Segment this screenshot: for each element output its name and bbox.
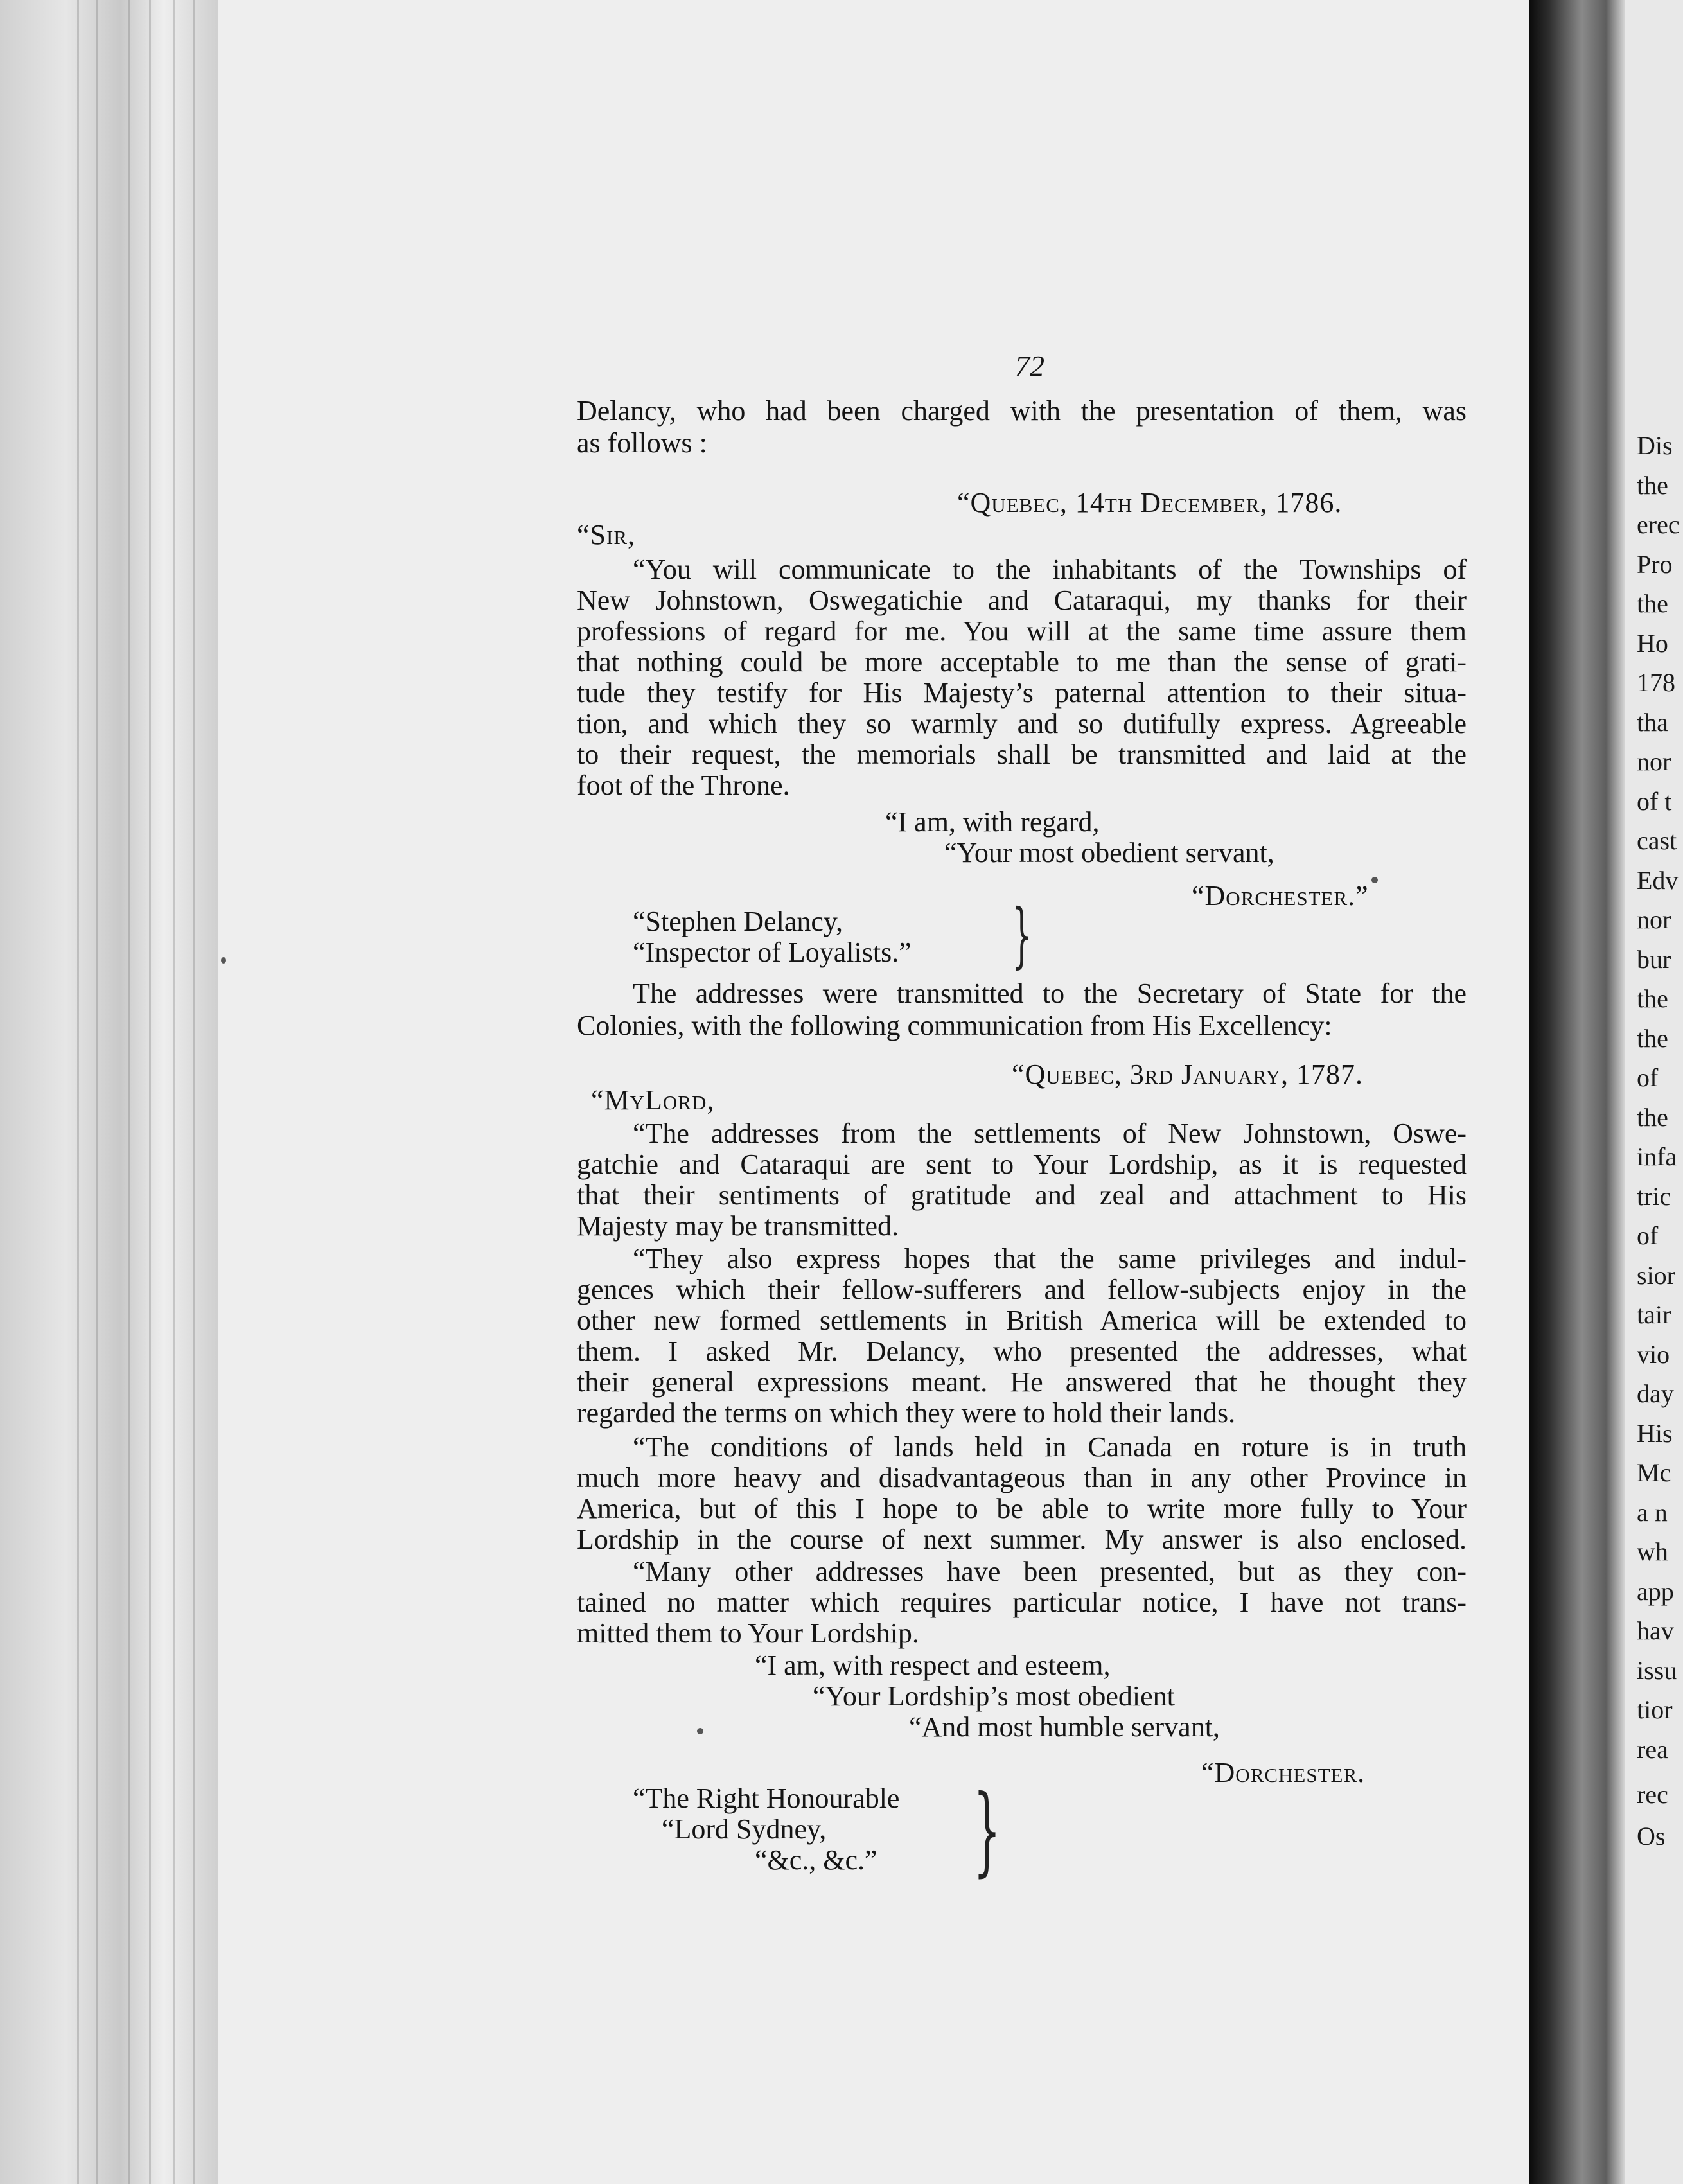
letter2-dateline: “Quebec, 3rd January, 1787. [1012, 1059, 1364, 1090]
print-speck [1371, 877, 1378, 883]
letter1-body-line: tude they testify for His Majesty’s paternal attention to their situa- [577, 677, 1467, 709]
transition-line: The addresses were transmitted to the Secretary of State for the [633, 978, 1467, 1009]
intro-line: as follows : [577, 427, 707, 459]
letter2-body-line: their general expressions meant. He answered that he thought they [577, 1366, 1467, 1398]
letter1-dateline: “Quebec, 14th December, 1786. [957, 487, 1343, 518]
facing-page-word-fragment: vio [1637, 1339, 1670, 1369]
addressee-brace: } [973, 1775, 1001, 1887]
letter2-body-line: Majesty may be transmitted. [577, 1210, 899, 1242]
letter2-addressee: “&c., &c.” [755, 1844, 877, 1876]
facing-page-word-fragment: the [1637, 1102, 1668, 1132]
letter2-body-line: America, but of this I hope to be able to write more fully to Your [577, 1493, 1467, 1524]
letter1-body-line: that nothing could be more acceptable to me than the sense of grati- [577, 646, 1467, 678]
letter2-body-line: Lordship in the course of next summer. My answer is also enclosed. [577, 1524, 1467, 1555]
letter2-salutation: “MyLord, [591, 1084, 715, 1116]
facing-page-word-fragment: Pro [1637, 549, 1673, 579]
letter2-addressee: “The Right Honourable [633, 1783, 900, 1814]
print-speck [697, 1728, 703, 1734]
facing-page-word-fragment: a n [1637, 1497, 1668, 1527]
letter2-body-line: them. I asked Mr. Delancy, who presented the addresses, what [577, 1335, 1467, 1367]
page-number: 72 [1015, 349, 1044, 382]
letter2-closing: “And most humble servant, [909, 1711, 1220, 1743]
book-gutter-shadow [1529, 0, 1625, 2184]
facing-page-word-fragment: rea [1637, 1734, 1668, 1764]
letter2-body-line: “The addresses from the settlements of New Johnstown, Oswe- [633, 1118, 1467, 1149]
facing-page-word-fragment: rec [1637, 1780, 1668, 1809]
facing-page-word-fragment: the [1637, 1023, 1668, 1053]
facing-page-word-fragment: the [1637, 470, 1668, 500]
facing-page-word-fragment: Dis [1637, 431, 1673, 460]
facing-page-word-fragment: app [1637, 1576, 1674, 1606]
facing-page-word-fragment: the [1637, 984, 1668, 1013]
facing-page-word-fragment: of t [1637, 786, 1672, 816]
letter2-body-line: regarded the terms on which they were to hold their lands. [577, 1397, 1236, 1429]
addressee-brace: } [1012, 894, 1032, 976]
facing-page-word-fragment: of [1637, 1063, 1659, 1092]
letter1-body-line: “You will communicate to the inhabitants of the Townships of [633, 554, 1467, 585]
facing-page-word-fragment: nor [1637, 905, 1671, 934]
letter2-body-line: that their sentiments of gratitude and zeal and attachment to His [577, 1179, 1467, 1211]
facing-page-word-fragment: wh [1637, 1537, 1668, 1566]
facing-page-word-fragment: Mc [1637, 1458, 1671, 1487]
letter1-addressee: “Inspector of Loyalists.” [633, 937, 912, 968]
letter2-closing: “I am, with respect and esteem, [755, 1650, 1111, 1681]
letter1-signature: “Dorchester.” [1192, 880, 1369, 911]
facing-page-word-fragment: Os [1637, 1822, 1666, 1851]
facing-page-word-fragment: tha [1637, 707, 1668, 737]
letter1-closing: “I am, with regard, [885, 806, 1100, 838]
letter1-addressee: “Stephen Delancy, [633, 906, 843, 937]
letter2-body-line: gences which their fellow-sufferers and fellow-subjects enjoy in the [577, 1274, 1467, 1305]
letter2-addressee: “Lord Sydney, [662, 1813, 827, 1845]
facing-page-word-fragment: tior [1637, 1695, 1673, 1724]
facing-page-fragment [1625, 0, 1683, 2184]
letter2-body-line: mitted them to Your Lordship. [577, 1617, 919, 1649]
facing-page-word-fragment: Edv [1637, 865, 1679, 895]
transition-line: Colonies, with the following communication from His Excellency: [577, 1010, 1332, 1041]
facing-page-word-fragment: bur [1637, 944, 1671, 974]
book-page-edges [0, 0, 218, 2184]
facing-page-word-fragment: the [1637, 589, 1668, 618]
facing-page-word-fragment: tair [1637, 1300, 1671, 1329]
facing-page-word-fragment: 178 [1637, 668, 1675, 697]
letter1-body-line: to their request, the memorials shall be transmitted and laid at the [577, 739, 1467, 770]
letter1-body-line: professions of regard for me. You will at the same time assure them [577, 615, 1467, 647]
facing-page-word-fragment: Ho [1637, 628, 1668, 658]
letter2-body-line: “The conditions of lands held in Canada en roture is in truth [633, 1431, 1467, 1463]
letter1-body-line: foot of the Throne. [577, 770, 790, 801]
letter2-signature: “Dorchester. [1201, 1757, 1366, 1788]
letter1-body-line: tion, and which they so warmly and so dutifully express. Agreeable [577, 708, 1467, 739]
letter1-body-line: New Johnstown, Oswegatichie and Cataraqui, my thanks for their [577, 585, 1467, 616]
letter2-body-line: gatchie and Cataraqui are sent to Your Lordship, as it is requested [577, 1149, 1467, 1180]
intro-line: Delancy, who had been charged with the presentation of them, was [577, 395, 1467, 427]
facing-page-word-fragment: cast [1637, 826, 1677, 855]
letter2-body-line: “They also express hopes that the same privileges and indul- [633, 1243, 1467, 1274]
letter2-body-line: other new formed settlements in British America will be extended to [577, 1305, 1467, 1336]
print-speck [221, 957, 226, 964]
letter1-closing: “Your most obedient servant, [944, 837, 1274, 868]
facing-page-word-fragment: His [1637, 1418, 1673, 1448]
facing-page-word-fragment: infa [1637, 1142, 1677, 1171]
facing-page-word-fragment: nor [1637, 747, 1671, 776]
letter2-body-line: tained no matter which requires particular notice, I have not trans- [577, 1587, 1467, 1618]
letter1-salutation: “Sir, [577, 519, 635, 550]
facing-page-word-fragment: erec [1637, 510, 1680, 539]
facing-page-word-fragment: day [1637, 1379, 1674, 1408]
facing-page-word-fragment: hav [1637, 1616, 1674, 1645]
facing-page-word-fragment: issu [1637, 1655, 1677, 1685]
facing-page-word-fragment: of [1637, 1221, 1659, 1250]
letter2-closing: “Your Lordship’s most obedient [813, 1680, 1175, 1712]
facing-page-word-fragment: tric [1637, 1181, 1671, 1211]
letter2-body-line: “Many other addresses have been presented, but as they con- [633, 1556, 1467, 1587]
facing-page-word-fragment: sior [1637, 1260, 1675, 1290]
letter2-body-line: much more heavy and disadvantageous than in any other Province in [577, 1462, 1467, 1493]
